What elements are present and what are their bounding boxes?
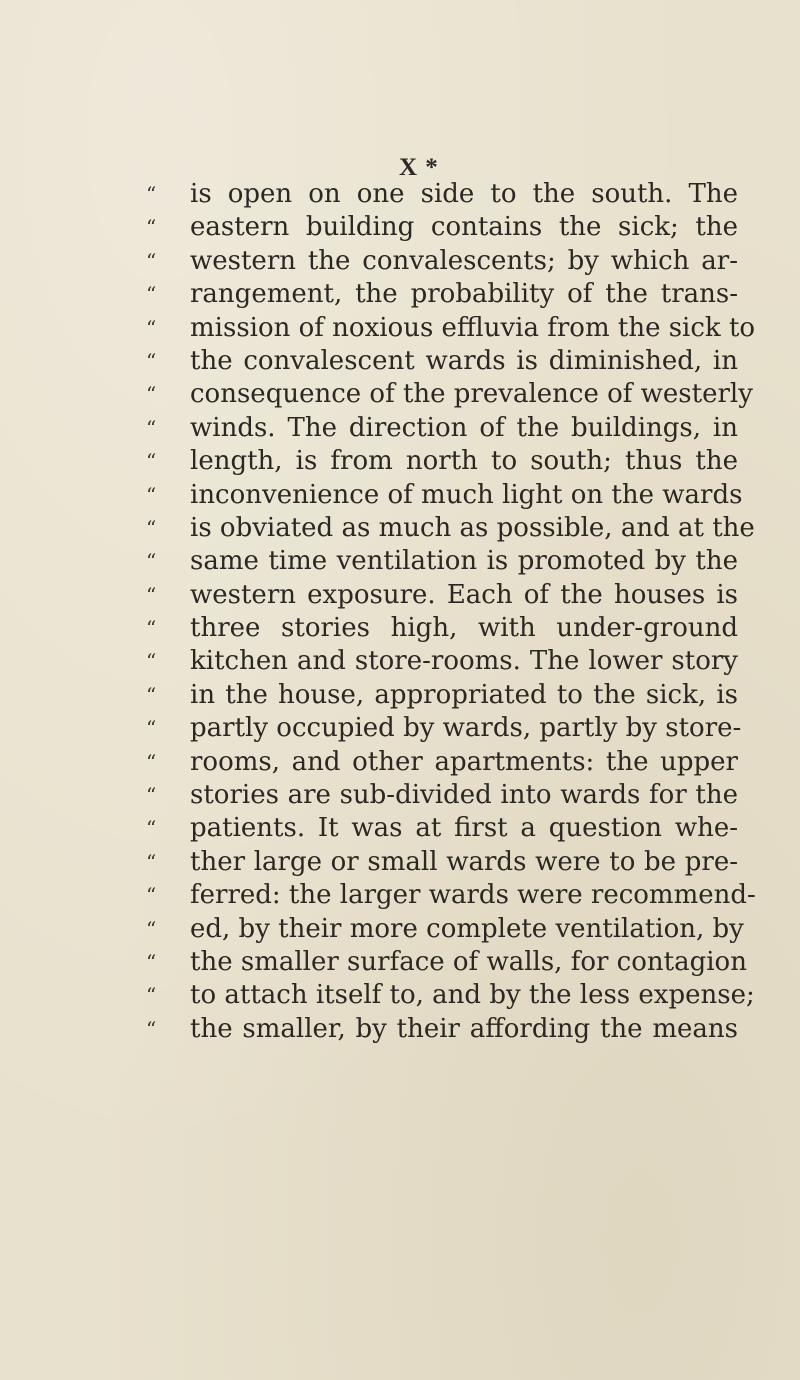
quote-mark: “: [146, 515, 157, 540]
quote-mark: “: [146, 182, 157, 206]
text-line: [146, 846, 738, 879]
text-line: [146, 812, 738, 845]
quote-mark: “: [146, 616, 157, 641]
text-line: [146, 178, 738, 211]
text-line: [146, 712, 742, 745]
text-line: [146, 779, 738, 812]
quote-mark: “: [146, 849, 157, 874]
line-text: in the house, appropriated to the sick, is: [190, 679, 738, 710]
line-text: eastern building contains the sick; the: [190, 212, 738, 243]
text-line: [146, 312, 756, 345]
text-line: [146, 1013, 738, 1046]
quote-mark: “: [146, 382, 157, 407]
quote-mark: “: [146, 549, 157, 574]
text-line: [146, 445, 738, 478]
text-line: [146, 746, 738, 779]
quote-mark: “: [146, 983, 157, 1008]
line-text: to attach itself to, and by the less expense;: [190, 980, 755, 1011]
line-text: length, is from north to south; thus the: [190, 446, 738, 477]
text-block: [146, 178, 756, 1046]
line-text: rooms, and other apartments: the upper: [190, 746, 738, 777]
line-text: inconvenience of much light on the wards: [190, 479, 743, 510]
quote-mark: “: [146, 883, 157, 908]
line-text: kitchen and store-rooms. The lower story: [190, 646, 738, 677]
text-line: [146, 545, 738, 578]
text-line: [146, 679, 738, 712]
quote-mark: “: [146, 716, 157, 741]
line-text: the smaller, by their affording the means: [190, 1013, 738, 1044]
line-text: western exposure. Each of the houses is: [190, 579, 738, 610]
line-text: same time ventilation is promoted by the: [190, 546, 738, 577]
line-text: patients. It was at first a question whe-: [190, 813, 738, 844]
quote-mark: “: [146, 449, 157, 474]
quote-mark: “: [146, 215, 157, 240]
line-text: ther large or small wards were to be pre-: [190, 846, 738, 877]
text-line: [146, 378, 753, 411]
quote-mark: “: [146, 415, 157, 440]
line-text: rangement, the probability of the trans-: [190, 279, 738, 310]
line-text: is obviated as much as possible, and at the: [190, 512, 755, 543]
quote-mark: “: [146, 783, 157, 808]
quote-mark: “: [146, 949, 157, 974]
text-line: [146, 946, 747, 979]
text-line: [146, 579, 738, 612]
quote-mark: “: [146, 1016, 157, 1041]
text-line: [146, 979, 755, 1012]
line-text: winds. The direction of the buildings, in: [190, 412, 738, 443]
text-line: [146, 345, 738, 378]
text-line: [146, 512, 755, 545]
line-text: three stories high, with under-ground: [190, 613, 738, 644]
quote-mark: “: [146, 482, 157, 507]
quote-mark: “: [146, 248, 157, 273]
quote-mark: “: [146, 816, 157, 841]
text-line: [146, 913, 744, 946]
line-text: partly occupied by wards, partly by store-: [190, 713, 742, 744]
line-text: ed, by their more complete ventilation, by: [190, 913, 744, 944]
text-line: [146, 412, 738, 445]
text-line: [146, 879, 756, 912]
text-line: [146, 245, 738, 278]
text-line: [146, 479, 743, 512]
line-text: stories are sub-divided into wards for the: [190, 780, 738, 811]
line-text: the smaller surface of walls, for contagion: [190, 946, 747, 977]
quote-mark: “: [146, 582, 157, 607]
quote-mark: “: [146, 315, 157, 340]
quote-mark: “: [146, 682, 157, 707]
signature-mark: X *: [399, 154, 439, 181]
text-line: [146, 612, 738, 645]
line-text: mission of noxious effluvia from the sick to: [190, 312, 756, 343]
text-line: [146, 278, 738, 311]
quote-mark: “: [146, 282, 157, 307]
text-line: [146, 211, 738, 244]
line-text: western the convalescents; by which ar-: [190, 245, 738, 276]
line-text: ferred: the larger wards were recommend-: [190, 880, 756, 911]
line-text: consequence of the prevalence of westerly: [190, 379, 753, 410]
text-line: [146, 645, 738, 678]
quote-mark: “: [146, 649, 157, 674]
quote-mark: “: [146, 749, 157, 774]
quote-mark: “: [146, 916, 157, 941]
line-text: is open on one side to the south. The: [190, 179, 738, 209]
quote-mark: “: [146, 348, 157, 373]
line-text: the convalescent wards is diminished, in: [190, 345, 738, 376]
